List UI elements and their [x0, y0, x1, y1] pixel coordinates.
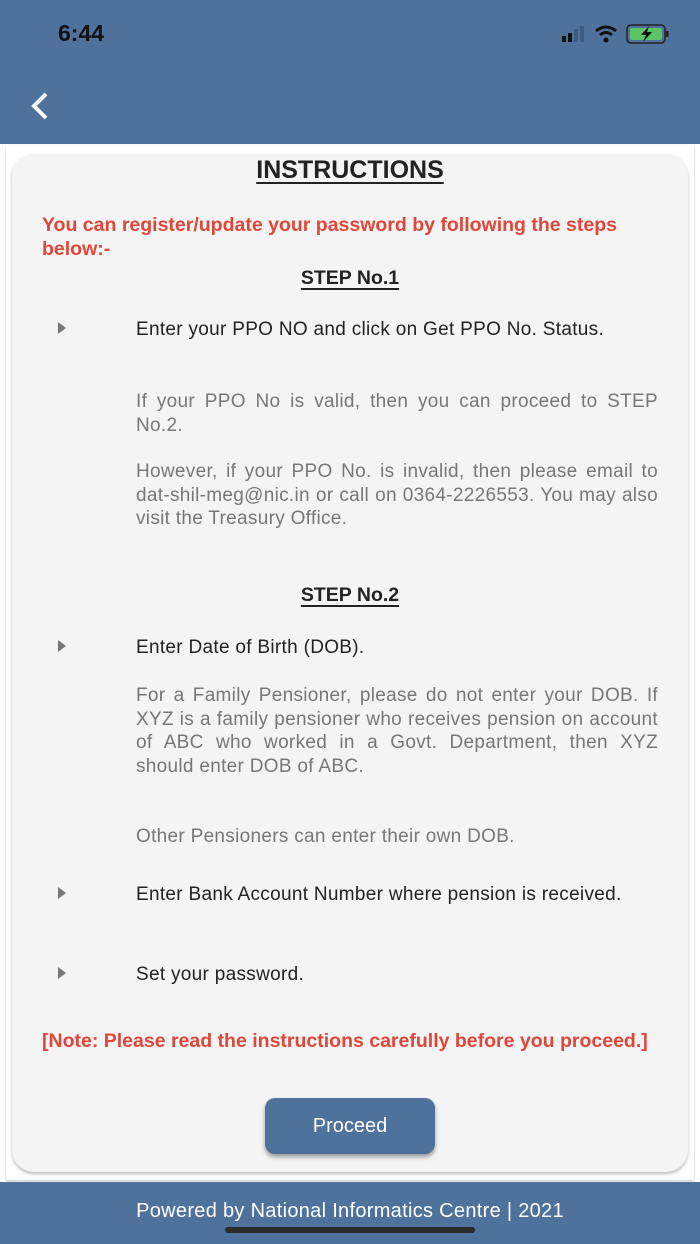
step2-note2: Other Pensioners can enter their own DOB.	[136, 826, 515, 847]
step2-bullet-bank: Enter Bank Account Number where pension is received.	[136, 884, 622, 905]
bullet-icon	[56, 966, 68, 980]
proceed-button[interactable]: Proceed	[265, 1098, 435, 1154]
bullet-icon	[56, 886, 68, 900]
signal-icon	[562, 26, 586, 42]
step2-note1: For a Family Pensioner, please do not enter your DOB. If XYZ is a family pensioner who receives pension on account of ABC who worked in a Govt. Department, then XYZ should enter DOB of ABC.	[136, 685, 658, 777]
step2-bullet-password: Set your password.	[136, 964, 305, 985]
wifi-icon	[594, 25, 618, 43]
footer-text: Powered by National Informatics Centre | 2021	[136, 1200, 564, 1222]
app-header	[0, 0, 700, 144]
step1-note2: However, if your PPO No. is invalid, then please email to dat-shil-meg@nic.in or call on 0364-2226553. You may also visit the Treasury Office.	[136, 461, 658, 529]
step1-note1: If your PPO No is valid, then you can proceed to STEP No.2.	[136, 391, 658, 436]
status-icons	[562, 24, 670, 44]
step2-heading: STEP No.2	[300, 584, 400, 606]
battery-charging-icon	[626, 24, 670, 44]
instructions-title: INSTRUCTIONS	[256, 156, 444, 184]
step1-bullet: Enter your PPO NO and click on Get PPO No. Status.	[136, 319, 605, 340]
instructions-card	[12, 154, 688, 1172]
back-button[interactable]	[24, 86, 64, 126]
intro-text: You can register/update your password by following the steps below:-	[42, 214, 617, 260]
bullet-icon	[56, 639, 68, 653]
footer	[0, 1182, 700, 1244]
step1-heading: STEP No.1	[300, 267, 400, 289]
bullet-icon	[56, 321, 68, 335]
note-text: [Note: Please read the instructions carefully before you proceed.]	[42, 1030, 648, 1052]
home-indicator	[225, 1227, 475, 1233]
status-time: 6:44	[58, 20, 105, 46]
step2-bullet-dob: Enter Date of Birth (DOB).	[136, 637, 365, 658]
